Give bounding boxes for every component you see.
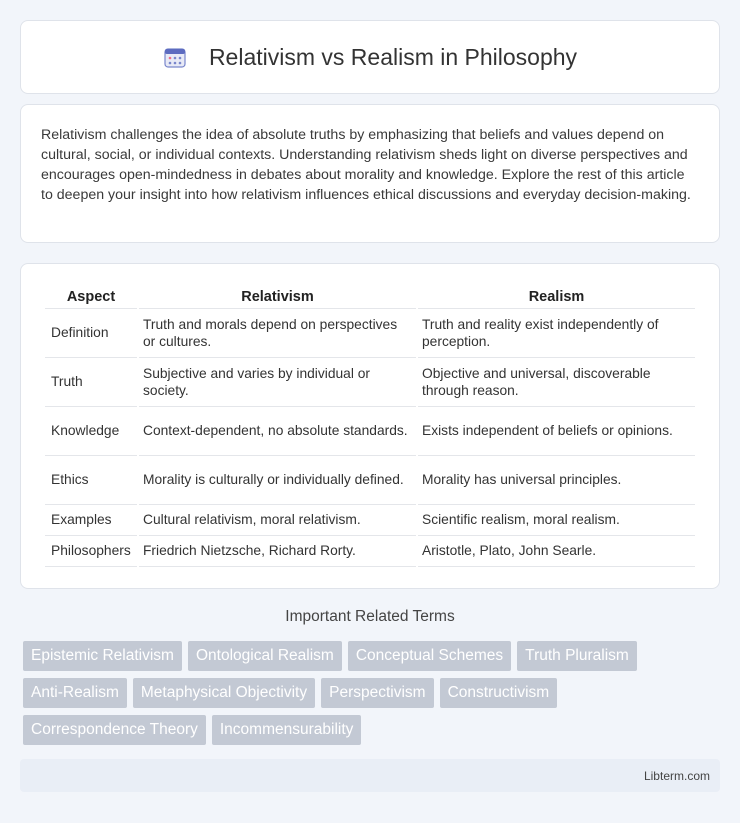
aspect-cell: Examples — [45, 505, 137, 536]
comparison-card — [20, 263, 720, 589]
table-row — [45, 456, 695, 505]
related-term-tag[interactable]: Truth Pluralism — [517, 641, 637, 671]
comparison-table — [43, 284, 697, 567]
related-term-tag[interactable]: Correspondence Theory — [23, 715, 206, 745]
aspect-cell: Knowledge — [45, 407, 137, 456]
related-term-tag[interactable]: Anti-Realism — [23, 678, 127, 708]
aspect-cell: Philosophers — [45, 536, 137, 567]
aspect-cell: Definition — [45, 309, 137, 358]
related-terms-title: Important Related Terms — [285, 608, 455, 625]
related-term-tag[interactable]: Ontological Realism — [188, 641, 342, 671]
table-row — [45, 536, 695, 567]
realism-cell: Truth and reality exist independently of perception. — [418, 309, 695, 358]
table-row — [45, 309, 695, 358]
relativism-cell: Cultural relativism, moral relativism. — [139, 505, 416, 536]
aspect-cell: Truth — [45, 358, 137, 407]
column-header-realism: Realism — [418, 284, 695, 309]
title-card — [20, 20, 720, 94]
realism-cell: Aristotle, Plato, John Searle. — [418, 536, 695, 567]
realism-cell: Exists independent of beliefs or opinions. — [418, 407, 695, 456]
footer-brand-link[interactable]: Libterm.com — [643, 769, 710, 783]
realism-cell: Morality has universal principles. — [418, 456, 695, 505]
related-term-tag[interactable]: Constructivism — [440, 678, 558, 708]
relativism-cell: Context-dependent, no absolute standards. — [139, 407, 416, 456]
calendar-grid-icon — [163, 45, 187, 69]
related-term-tag[interactable]: Epistemic Relativism — [23, 641, 182, 671]
page-title: Relativism vs Realism in Philosophy — [208, 43, 578, 70]
related-terms-list — [23, 641, 723, 752]
related-term-tag[interactable]: Conceptual Schemes — [348, 641, 511, 671]
related-term-tag[interactable]: Perspectivism — [321, 678, 433, 708]
table-row — [45, 358, 695, 407]
intro-paragraph: Relativism challenges the idea of absolute truths by emphasizing that beliefs and values depend on cultural, social, or individual contexts. Understanding relativism sheds light on diverse perspectives and encourages open-mindedness in debates about morality and knowledge. Explore the rest of this article to deepen your insight into how relativism influences ethical discussions and everyday decision-making. — [41, 127, 691, 203]
related-term-tag[interactable]: Incommensurability — [212, 715, 362, 745]
relativism-cell: Friedrich Nietzsche, Richard Rorty. — [139, 536, 416, 567]
related-term-tag[interactable]: Metaphysical Objectivity — [133, 678, 315, 708]
relativism-cell: Morality is culturally or individually defined. — [139, 456, 416, 505]
realism-cell: Objective and universal, discoverable through reason. — [418, 358, 695, 407]
aspect-cell: Ethics — [45, 456, 137, 505]
relativism-cell: Subjective and varies by individual or society. — [139, 358, 416, 407]
footer-bar — [20, 759, 720, 792]
table-row — [45, 505, 695, 536]
relativism-cell: Truth and morals depend on perspectives or cultures. — [139, 309, 416, 358]
table-row — [45, 407, 695, 456]
column-header-relativism: Relativism — [139, 284, 416, 309]
column-header-aspect: Aspect — [45, 284, 137, 309]
intro-card — [20, 104, 720, 243]
realism-cell: Scientific realism, moral realism. — [418, 505, 695, 536]
